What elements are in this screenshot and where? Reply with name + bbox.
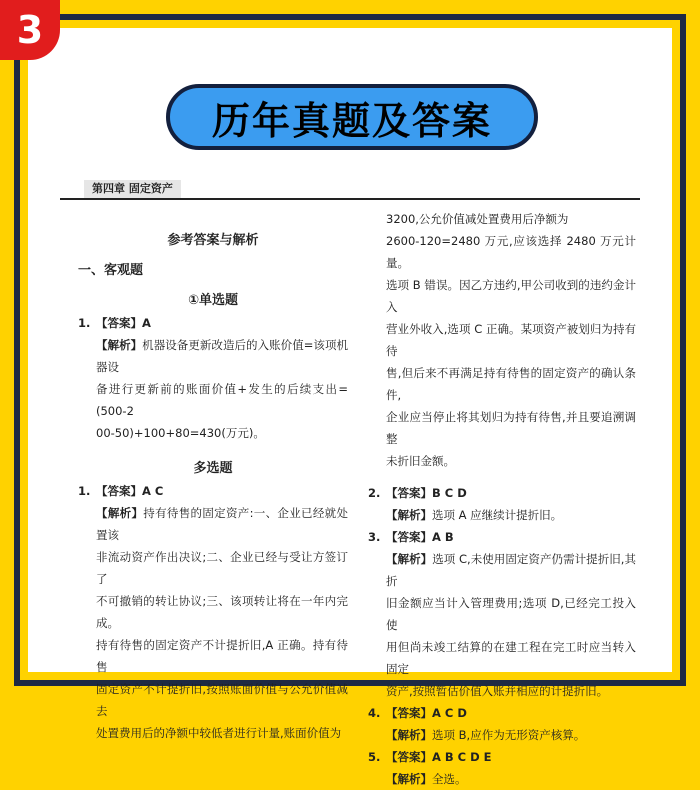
exp-line: 机器设备更新改造后的入账价值=该项机器设 (96, 338, 349, 374)
exp-line: 00-50)+100+80=430(万元)。 (96, 426, 265, 440)
question-number: 1. (78, 484, 91, 498)
explanation-label: 【解析】 (386, 728, 432, 742)
answer-text: 【答案】A C (96, 484, 164, 498)
question-1-answer (78, 312, 348, 334)
explanation-label: 【解析】 (386, 508, 432, 522)
question-number: 3. (368, 530, 381, 544)
question-number: 2. (368, 486, 381, 500)
page-title: 历年真题及答案 (166, 84, 538, 150)
multi-2-explanation (368, 504, 636, 526)
question-number: 5. (368, 750, 381, 764)
answer-text: 【答案】B C D (386, 486, 467, 500)
answer-text: 【答案】A (96, 316, 151, 330)
multi-5-answer (368, 746, 636, 768)
multi-5-explanation (368, 768, 636, 790)
exp-line: 未折旧金额。 (386, 454, 455, 468)
question-number: 1. (78, 316, 91, 330)
chapter-label: 第四章 固定资产 (84, 180, 181, 198)
exp-line: 备进行更新前的账面价值+发生的后续支出=(500-2 (96, 382, 348, 418)
explanation-label: 【解析】 (96, 338, 143, 352)
answers-heading: 参考答案与解析 (167, 233, 259, 248)
exp-line: 旧金额应当计入管理费用;选项 D,已经完工投入使 (386, 596, 636, 632)
multi-1-answer (78, 480, 348, 502)
exp-line: 处置费用后的净额中较低者进行计量,账面价值为 (96, 726, 342, 740)
multi-choice-title: 多选题 (193, 461, 233, 476)
exp-line: 选项 A 应继续计提折旧。 (432, 508, 563, 522)
explanation-label: 【解析】 (386, 772, 432, 786)
exp-line: 非流动资产作出决议;二、企业已经与受让方签订了 (96, 550, 348, 586)
page-number-badge: 3 (0, 0, 60, 60)
exp-line: 3200,公允价值减处置费用后净额为 (386, 212, 569, 226)
exp-line: 营业外收入,选项 C 正确。某项资产被划归为持有待 (386, 322, 636, 358)
exp-line: 选项 C,未使用固定资产仍需计提折旧,其折 (386, 552, 637, 588)
multi-1-explanation-continued (368, 208, 636, 472)
exp-line: 持有待售的固定资产不计提折旧,A 正确。持有待售 (96, 638, 348, 674)
single-choice-title: ①单选题 (187, 293, 238, 308)
exp-line: 不可撤销的转让协议;三、该项转让将在一年内完成。 (96, 594, 348, 630)
multi-4-explanation (368, 724, 636, 746)
exp-line: 2600-120=2480 万元,应该选择 2480 万元计量。 (386, 234, 636, 270)
answer-text: 【答案】A C D (386, 706, 467, 720)
exp-line: 售,但后来不再满足持有待售的固定资产的确认条件, (386, 366, 636, 402)
answer-text: 【答案】A B (386, 530, 454, 544)
question-number: 4. (368, 706, 381, 720)
explanation-label: 【解析】 (386, 552, 433, 566)
answer-text: 【答案】A B C D E (386, 750, 492, 764)
right-column (368, 208, 636, 790)
exp-line: 企业应当停止将其划归为持有待售,并且要追溯调整 (386, 410, 636, 446)
explanation-label: 【解析】 (96, 506, 144, 520)
exp-line: 全选。 (432, 772, 467, 786)
section-objective: 一、客观题 (78, 263, 144, 278)
exp-line: 选项 B 错误。因乙方违约,甲公司收到的违约金计入 (386, 278, 636, 314)
exp-line: 用但尚未竣工结算的在建工程在完工时应当转入固定 (386, 640, 636, 676)
multi-3-explanation (368, 548, 636, 702)
left-column (78, 208, 348, 744)
multi-3-answer (368, 526, 636, 548)
exp-line: 固定资产不计提折旧,按照账面价值与公允价值减去 (96, 682, 348, 718)
multi-2-answer (368, 482, 636, 504)
exp-line: 持有待售的固定资产:一、企业已经就处置该 (96, 506, 349, 542)
exp-line: 资产,按照暂估价值入账并相应的计提折旧。 (386, 684, 609, 698)
multi-4-answer (368, 702, 636, 724)
multi-1-explanation (78, 502, 348, 744)
question-1-explanation (78, 334, 348, 444)
exp-line: 选项 B,应作为无形资产核算。 (432, 728, 586, 742)
